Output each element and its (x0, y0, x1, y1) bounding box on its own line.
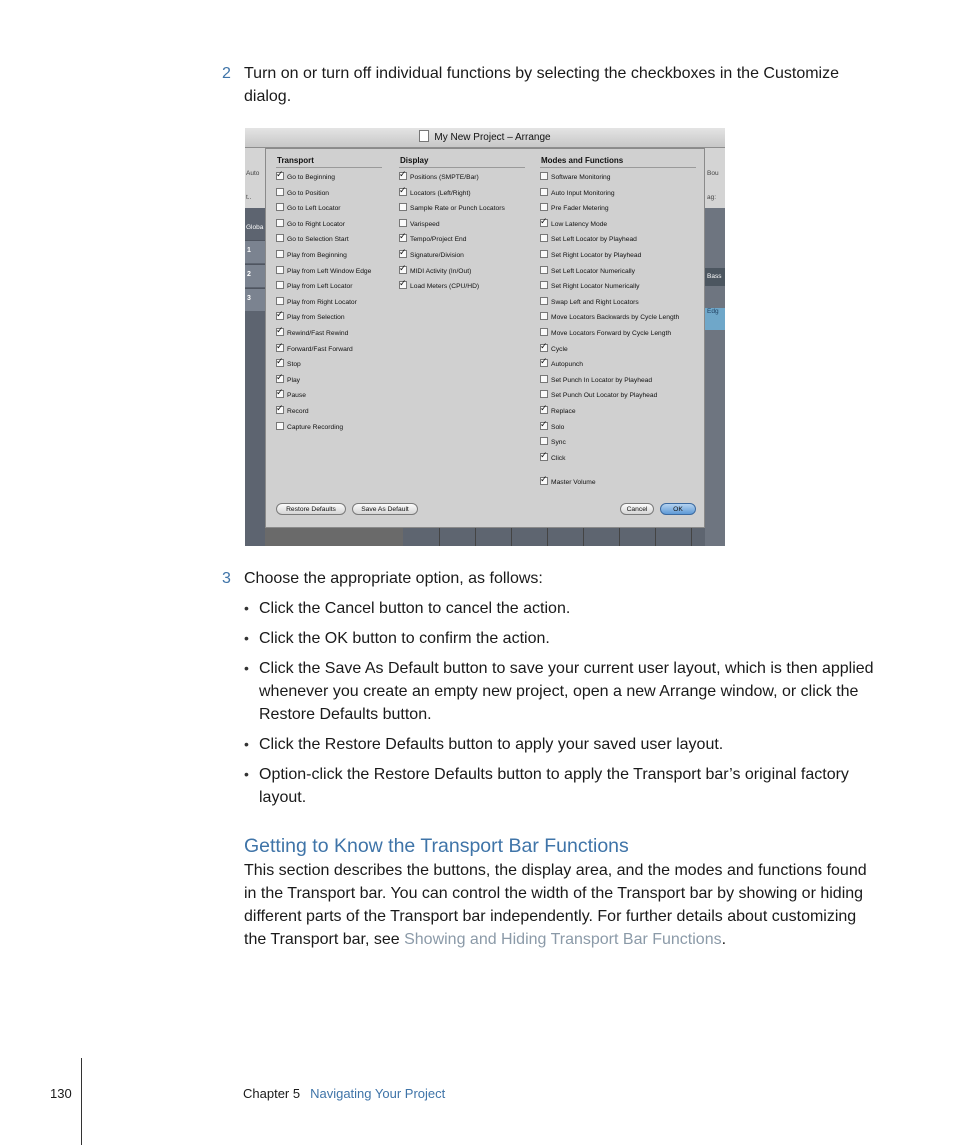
window-title: My New Project – Arrange (434, 132, 551, 143)
checkbox-item[interactable] (276, 281, 352, 292)
step-2-line-2: dialog. (244, 88, 292, 105)
checkbox-label: Software Monitoring (551, 174, 611, 181)
checkbox-unchecked[interactable] (276, 219, 284, 227)
right-label-ag: ag: (707, 194, 717, 201)
footer-divider (81, 1058, 82, 1145)
checkbox-unchecked[interactable] (399, 203, 407, 211)
checkbox-item[interactable] (540, 359, 583, 370)
track-number: 3 (247, 295, 251, 302)
checkbox-item[interactable] (540, 203, 609, 214)
checkbox-item[interactable] (399, 281, 479, 292)
checkbox-checked[interactable] (276, 344, 284, 352)
checkbox-item[interactable] (276, 344, 353, 355)
checkbox-item[interactable] (540, 281, 639, 292)
checkbox-item[interactable] (540, 422, 564, 433)
checkbox-checked[interactable] (276, 406, 284, 414)
checkbox-unchecked[interactable] (276, 188, 284, 196)
display-column-header: Display (400, 156, 429, 165)
footer-chapter (243, 1086, 445, 1101)
checkbox-unchecked[interactable] (540, 437, 548, 445)
checkbox-label: Master Volume (551, 479, 596, 487)
checkbox-item[interactable] (276, 203, 341, 214)
checkbox-label: Move Locators Forward by Cycle Length (551, 330, 672, 337)
checkbox-unchecked[interactable] (540, 281, 548, 289)
checkbox-unchecked[interactable] (540, 188, 548, 196)
checkbox-label: Go to Left Locator (287, 205, 341, 213)
checkbox-label: Set Left Locator Numerically (551, 267, 636, 275)
checkbox-item[interactable] (540, 297, 639, 308)
checkbox-unchecked[interactable] (399, 219, 407, 227)
checkbox-checked[interactable] (399, 250, 407, 258)
checkbox-unchecked[interactable] (276, 250, 284, 258)
checkbox-unchecked[interactable] (276, 234, 284, 242)
page-number: 130 (50, 1086, 72, 1101)
bullet-2-line-1: Click the OK button to confirm the action. (259, 630, 550, 647)
checkbox-label: Stop (287, 361, 301, 369)
checkbox-label: Solo (551, 423, 565, 431)
track-number: 2 (247, 271, 251, 278)
checkbox-label: Play from Left Locator (287, 283, 353, 291)
bullet-marker: • (244, 600, 249, 616)
checkbox-label: Go to Right Locator (287, 220, 345, 228)
checkbox-item[interactable] (276, 390, 306, 401)
checkbox-label: Set Right Locator by Playhead (551, 252, 642, 259)
save-as-default-button[interactable]: Save As Default (352, 503, 418, 515)
section-line-1: This section describes the buttons, the display area, and the modes and functions found (244, 862, 867, 879)
checkbox-label: Forward/Fast Forward (287, 345, 353, 353)
checkbox-unchecked[interactable] (540, 375, 548, 383)
checkbox-item[interactable] (540, 188, 615, 199)
checkbox-item[interactable] (276, 172, 335, 183)
checkbox-checked[interactable] (540, 344, 548, 352)
step-number-2: 2 (222, 65, 231, 82)
checkbox-item[interactable] (399, 219, 440, 230)
section-line-2: in the Transport bar. You can control the width of the Transport bar by showing or hiding (244, 885, 864, 902)
bullet-marker: • (244, 766, 249, 782)
chapter-label: Chapter 5 (243, 1086, 301, 1101)
cross-reference-link[interactable]: Showing and Hiding Transport Bar Functions (404, 931, 722, 948)
checkbox-checked[interactable] (399, 266, 407, 274)
checkbox-checked[interactable] (276, 328, 284, 336)
checkbox-checked[interactable] (399, 281, 407, 289)
checkbox-label: Pause (287, 392, 306, 400)
checkbox-unchecked[interactable] (540, 250, 548, 258)
checkbox-item[interactable] (276, 422, 343, 433)
section-line-3: different parts of the Transport bar independently. For further details about customizing (244, 908, 857, 925)
left-label-global: Globa (246, 224, 264, 231)
checkbox-item[interactable] (276, 234, 349, 245)
checkbox-label: Sync (551, 439, 566, 447)
checkbox-label: Go to Beginning (287, 174, 335, 181)
arrange-left-strip (245, 148, 265, 546)
checkbox-label: Locators (Left/Right) (410, 189, 471, 197)
step-number-3: 3 (222, 570, 231, 587)
restore-defaults-button[interactable]: Restore Defaults (276, 503, 346, 515)
ok-button[interactable]: OK (660, 503, 696, 515)
checkbox-unchecked[interactable] (540, 234, 548, 242)
left-label-auto: Auto (246, 170, 260, 177)
bullet-5-line-1: Option-click the Restore Defaults button to apply the Transport bar’s original factory (259, 766, 849, 783)
checkbox-unchecked[interactable] (276, 203, 284, 211)
checkbox-label: Swap Left and Right Locators (551, 298, 639, 306)
checkbox-item[interactable] (399, 203, 505, 214)
bullet-1-line-1: Click the Cancel button to cancel the action. (259, 600, 571, 617)
checkbox-unchecked[interactable] (540, 390, 548, 398)
checkbox-checked[interactable] (540, 422, 548, 430)
region-bass[interactable]: Bass (705, 268, 725, 286)
checkbox-label: Go to Selection Start (287, 236, 349, 244)
checkbox-checked[interactable] (399, 188, 407, 196)
checkbox-label: Click (551, 454, 566, 462)
checkbox-checked[interactable] (399, 234, 407, 242)
checkbox-checked[interactable] (276, 375, 284, 383)
checkbox-item[interactable] (399, 234, 467, 245)
checkbox-item[interactable] (540, 390, 657, 401)
section-heading: Getting to Know the Transport Bar Functions (244, 835, 629, 857)
customize-dialog (265, 148, 705, 528)
checkbox-item[interactable] (540, 219, 607, 230)
checkbox-item[interactable] (540, 328, 671, 339)
checkbox-label: Go to Position (287, 189, 330, 197)
checkbox-label: MIDI Activity (In/Out) (410, 267, 472, 275)
checkbox-item[interactable] (276, 375, 300, 386)
right-label-bou: Bou (707, 170, 719, 177)
checkbox-checked[interactable] (540, 359, 548, 367)
step-3-text: Choose the appropriate option, as follows: (244, 570, 543, 587)
checkbox-label: Play from Beginning (287, 252, 347, 259)
checkbox-unchecked[interactable] (540, 266, 548, 274)
checkbox-unchecked[interactable] (540, 312, 548, 320)
checkbox-label: Replace (551, 408, 576, 415)
bullet-3-line-2: whenever you create an empty new project, open a new Arrange window, or click the (259, 683, 859, 700)
section-line-4 (244, 928, 726, 951)
checkbox-unchecked[interactable] (540, 203, 548, 211)
bullet-marker: • (244, 736, 249, 752)
region-edg[interactable]: Edg (705, 308, 725, 330)
checkbox-item[interactable] (540, 234, 637, 245)
checkbox-label: Move Locators Backwards by Cycle Length (551, 314, 680, 322)
checkbox-item[interactable] (540, 477, 596, 488)
bullet-4-line-1: Click the Restore Defaults button to apply your saved user layout. (259, 736, 724, 753)
checkbox-checked[interactable] (540, 453, 548, 461)
checkbox-item[interactable] (276, 359, 301, 370)
checkbox-label: Rewind/Fast Rewind (287, 330, 349, 337)
checkbox-label: Signature/Division (410, 252, 464, 259)
checkbox-item[interactable] (276, 250, 347, 261)
checkbox-item[interactable] (399, 250, 464, 261)
checkbox-item[interactable] (540, 172, 610, 183)
checkbox-label: Set Punch Out Locator by Playhead (551, 392, 658, 400)
checkbox-unchecked[interactable] (276, 266, 284, 274)
checkbox-label: Pre Fader Metering (551, 205, 609, 213)
checkbox-label: Low Latency Mode (551, 220, 608, 228)
checkbox-item[interactable] (276, 312, 345, 323)
checkbox-label: Set Right Locator Numerically (551, 283, 640, 291)
checkbox-item[interactable] (399, 266, 471, 277)
checkbox-item[interactable] (276, 266, 371, 277)
checkbox-label: Positions (SMPTE/Bar) (410, 174, 479, 181)
section-line-4-prefix: the Transport bar, see (244, 931, 405, 948)
checkbox-unchecked[interactable] (276, 422, 284, 430)
checkbox-item[interactable] (540, 312, 679, 323)
checkbox-checked[interactable] (276, 390, 284, 398)
arrange-grid (403, 526, 705, 546)
arrange-right-strip (705, 148, 725, 546)
checkbox-checked[interactable] (399, 172, 407, 180)
checkbox-unchecked[interactable] (276, 281, 284, 289)
checkbox-unchecked[interactable] (540, 172, 548, 180)
customize-dialog-screenshot (245, 128, 725, 546)
track-row[interactable] (245, 240, 265, 263)
checkbox-label: Load Meters (CPU/HD) (410, 283, 480, 291)
checkbox-unchecked[interactable] (540, 297, 548, 305)
section-line-4-suffix: . (721, 931, 727, 948)
checkbox-checked[interactable] (540, 477, 548, 485)
checkbox-checked[interactable] (276, 359, 284, 367)
checkbox-item[interactable] (276, 188, 329, 199)
checkbox-label: Sample Rate or Punch Locators (410, 205, 505, 213)
checkbox-label: Play from Selection (287, 314, 345, 322)
checkbox-item[interactable] (399, 188, 471, 199)
checkbox-item[interactable] (540, 453, 566, 464)
track-row[interactable] (245, 264, 265, 287)
track-row[interactable] (245, 288, 265, 311)
checkbox-item[interactable] (276, 219, 345, 230)
bullet-marker: • (244, 630, 249, 646)
checkbox-item[interactable] (276, 406, 309, 417)
checkbox-item[interactable] (540, 344, 568, 355)
checkbox-label: Set Left Locator by Playhead (551, 236, 637, 244)
checkbox-label: Capture Recording (287, 423, 344, 431)
checkbox-item[interactable] (540, 406, 576, 417)
bullet-5-line-2: layout. (259, 789, 307, 806)
checkbox-label: Varispeed (410, 220, 440, 228)
bullet-3-line-3: Restore Defaults button. (259, 706, 432, 723)
checkbox-checked[interactable] (276, 172, 284, 180)
modes-column-header: Modes and Functions (541, 156, 624, 165)
checkbox-item[interactable] (540, 375, 652, 386)
bullet-3-line-1: Click the Save As Default button to save your current user layout, which is then applied (259, 660, 874, 677)
checkbox-label: Autopunch (551, 361, 583, 369)
bullet-marker: • (244, 660, 249, 676)
checkbox-checked[interactable] (540, 219, 548, 227)
checkbox-unchecked[interactable] (540, 328, 548, 336)
transport-column-header: Transport (277, 156, 314, 165)
document-icon (419, 130, 429, 142)
cancel-button[interactable]: Cancel (620, 503, 654, 515)
checkbox-item[interactable] (540, 266, 635, 277)
checkbox-item[interactable] (276, 297, 357, 308)
checkbox-checked[interactable] (276, 312, 284, 320)
chapter-title-link[interactable]: Navigating Your Project (310, 1086, 446, 1101)
checkbox-checked[interactable] (540, 406, 548, 414)
left-label-t: t.. (246, 194, 252, 201)
track-number: 1 (247, 247, 251, 254)
step-2-line-1: Turn on or turn off individual functions by selecting the checkboxes in the Customize (244, 65, 839, 82)
checkbox-label: Auto Input Monitoring (551, 189, 615, 197)
checkbox-item[interactable] (276, 328, 348, 339)
checkbox-label: Tempo/Project End (410, 236, 467, 244)
checkbox-item[interactable] (540, 250, 641, 261)
checkbox-label: Play (287, 376, 301, 384)
checkbox-label: Set Punch In Locator by Playhead (551, 376, 653, 384)
checkbox-item[interactable] (399, 172, 479, 183)
checkbox-label: Cycle (551, 345, 568, 353)
checkbox-unchecked[interactable] (276, 297, 284, 305)
checkbox-label: Play from Left Window Edge (287, 267, 372, 275)
window-titlebar (245, 128, 725, 148)
checkbox-label: Play from Right Locator (287, 298, 357, 306)
checkbox-label: Record (287, 408, 309, 415)
checkbox-item[interactable] (540, 437, 566, 448)
